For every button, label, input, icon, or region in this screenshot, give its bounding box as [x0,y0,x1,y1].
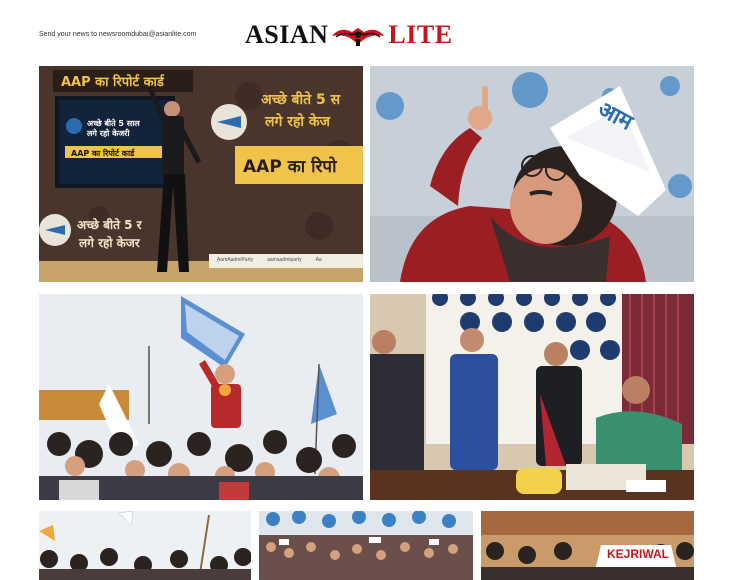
rally-scene [39,511,251,580]
stage-left-line2: लगे रहो केजर [79,236,140,250]
gallery-photo-cake-celebration[interactable] [370,294,694,500]
balloon-scene [259,511,473,580]
stage-footer-tags [217,257,322,263]
site-header [0,0,733,62]
stage-top-banner: AAP का रिपोर्ट कार्ड [61,75,164,90]
news-tip-text: Send your news to newsroomdubai@asianlite.com [39,31,197,38]
logo-word-asian: ASIAN [245,20,329,49]
gallery-photo-balloon-crowd[interactable] [259,511,473,580]
gallery-photo-crowd-rally[interactable] [39,511,251,580]
stage-right-line2: लगे रहो केज [265,114,331,130]
footer-tag: aamaadmiparty [267,257,302,263]
cap-kejriwal-text: KEJRIWAL [607,547,670,561]
screen-text-line2: लगे रहो केजरी [87,129,130,138]
logo-word-lite: LITE [388,20,453,49]
screen-text-line1: अच्छे बीते 5 साल [87,119,140,128]
logo-emblem-icon [330,22,386,48]
gallery-photo-kejriwal-cap[interactable] [481,511,694,580]
footer-tag: AamAadmiParty [217,257,254,263]
stage-right-banner: AAP का रिपो [243,157,337,177]
site-logo[interactable] [245,21,453,49]
child-scene [370,66,694,282]
gallery-photo-supporters-flags[interactable] [39,294,363,500]
cap-text: आम [593,96,637,136]
gallery-photo-stage-report-card[interactable] [39,66,363,282]
stage-right-line1: अच्छे बीते 5 स [261,92,341,108]
footer-tag: Aa [315,257,322,263]
cake-scene [370,294,694,500]
gallery-photo-child-pointing[interactable] [370,66,694,282]
screen-banner: AAP का रिपोर्ट कार्ड [71,149,135,158]
kejriwal-cap-scene [481,511,694,580]
stage-left-line1: अच्छे बीते 5 र [77,218,142,232]
flags-scene [39,294,363,500]
